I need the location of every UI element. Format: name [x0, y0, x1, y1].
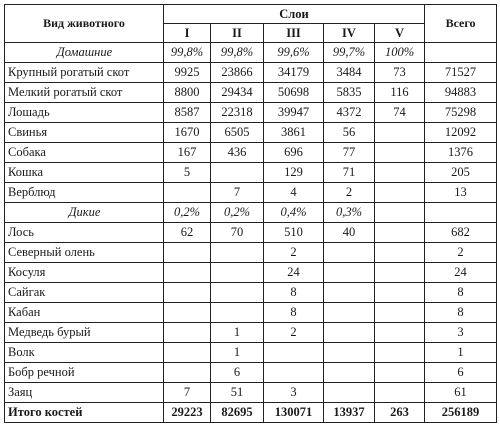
animal-name: Кошка	[5, 163, 164, 183]
layer-1-cell	[164, 243, 211, 263]
layer-4-cell	[324, 363, 375, 383]
layer-3-cell: 129	[264, 163, 324, 183]
layer-5-cell	[375, 343, 425, 363]
layer-1-cell: 7	[164, 383, 211, 403]
table-row	[5, 343, 497, 363]
animal-name: Верблюд	[5, 183, 164, 203]
group-label: Домашние	[5, 43, 164, 63]
layer-3-cell: 3861	[264, 123, 324, 143]
group-row	[5, 43, 497, 63]
animal-name: Северный олень	[5, 243, 164, 263]
layer-1-cell: 62	[164, 223, 211, 243]
bone-count-table-sheet	[4, 4, 496, 440]
layer-3-cell	[264, 363, 324, 383]
layer-5-cell	[375, 163, 425, 183]
layer-5-cell: 74	[375, 103, 425, 123]
layer-5-cell: 100%	[375, 43, 425, 63]
animal-name: Косуля	[5, 263, 164, 283]
layer-5-cell	[375, 183, 425, 203]
layer-2-cell: 7	[211, 183, 264, 203]
layer-1-cell: 167	[164, 143, 211, 163]
total-cell: 2	[425, 243, 497, 263]
layer-1-cell: 1670	[164, 123, 211, 143]
layer-1-cell	[164, 343, 211, 363]
table-row	[5, 83, 497, 103]
layer-4-cell	[324, 303, 375, 323]
table-row	[5, 143, 497, 163]
layer-5-cell	[375, 263, 425, 283]
animal-name: Мелкий рогатый скот	[5, 83, 164, 103]
animal-name: Волк	[5, 343, 164, 363]
layer-2-cell: 51	[211, 383, 264, 403]
total-cell: 13	[425, 183, 497, 203]
table-row	[5, 123, 497, 143]
total-cell: 94883	[425, 83, 497, 103]
layer-5-cell	[375, 203, 425, 223]
layer-2-cell	[211, 303, 264, 323]
table-row	[5, 283, 497, 303]
layer-4-cell: 4372	[324, 103, 375, 123]
layer-2-cell: 6505	[211, 123, 264, 143]
layer-2-cell: 99,8%	[211, 43, 264, 63]
total-cell: 71527	[425, 63, 497, 83]
layer-1-cell	[164, 363, 211, 383]
layer-4-cell	[324, 383, 375, 403]
total-cell: 61	[425, 383, 497, 403]
layer-5-cell	[375, 243, 425, 263]
layer-2-cell: 0,2%	[211, 203, 264, 223]
layer-header-2: II	[211, 24, 264, 43]
layer-3-cell	[264, 343, 324, 363]
layer-1-cell: 8587	[164, 103, 211, 123]
animal-column-header: Вид животного	[5, 5, 164, 43]
table-row	[5, 323, 497, 343]
layer-2-cell	[211, 283, 264, 303]
layer-1-cell	[164, 263, 211, 283]
layer-2-cell	[211, 263, 264, 283]
layer-2-cell: 1	[211, 323, 264, 343]
table-row	[5, 63, 497, 83]
total-cell	[425, 203, 497, 223]
layer-5-cell	[375, 283, 425, 303]
animal-name: Бобр речной	[5, 363, 164, 383]
animal-name: Собака	[5, 143, 164, 163]
group-row	[5, 203, 497, 223]
animal-bones-table	[4, 4, 497, 423]
total-cell: 24	[425, 263, 497, 283]
layer-4-cell: 3484	[324, 63, 375, 83]
total-cell: 8	[425, 303, 497, 323]
table-body	[5, 43, 497, 423]
layer-1-cell	[164, 183, 211, 203]
total-cell: 8	[425, 283, 497, 303]
total-column-header: Всего	[425, 5, 497, 43]
layer-4-cell: 77	[324, 143, 375, 163]
table-row	[5, 183, 497, 203]
layer-3-cell: 8	[264, 283, 324, 303]
layer-2-cell: 436	[211, 143, 264, 163]
layer-2-cell: 29434	[211, 83, 264, 103]
table-row	[5, 223, 497, 243]
layer-header-3: III	[264, 24, 324, 43]
layer-2-cell: 82695	[211, 403, 264, 423]
layer-3-cell: 4	[264, 183, 324, 203]
layer-1-cell	[164, 283, 211, 303]
table-row	[5, 103, 497, 123]
layer-5-cell: 73	[375, 63, 425, 83]
layer-4-cell	[324, 243, 375, 263]
animal-name: Заяц	[5, 383, 164, 403]
layer-4-cell	[324, 263, 375, 283]
total-cell: 1	[425, 343, 497, 363]
total-cell: 3	[425, 323, 497, 343]
total-cell	[425, 43, 497, 63]
table-row	[5, 363, 497, 383]
layer-5-cell	[375, 303, 425, 323]
layer-4-cell: 56	[324, 123, 375, 143]
animal-name: Кабан	[5, 303, 164, 323]
total-cell: 1376	[425, 143, 497, 163]
layer-4-cell: 5835	[324, 83, 375, 103]
layer-3-cell: 0,4%	[264, 203, 324, 223]
layer-3-cell: 39947	[264, 103, 324, 123]
total-label: Итого костей	[5, 403, 164, 423]
layer-4-cell: 2	[324, 183, 375, 203]
table-row	[5, 243, 497, 263]
layer-5-cell	[375, 383, 425, 403]
layer-5-cell	[375, 323, 425, 343]
layer-header-4: IV	[324, 24, 375, 43]
animal-name: Сайгак	[5, 283, 164, 303]
layer-1-cell: 29223	[164, 403, 211, 423]
layer-4-cell: 99,7%	[324, 43, 375, 63]
total-cell: 6	[425, 363, 497, 383]
layer-5-cell	[375, 223, 425, 243]
layer-3-cell: 24	[264, 263, 324, 283]
total-row	[5, 403, 497, 423]
layer-2-cell	[211, 163, 264, 183]
layer-4-cell: 0,3%	[324, 203, 375, 223]
layer-4-cell	[324, 283, 375, 303]
table-row	[5, 383, 497, 403]
table-row	[5, 263, 497, 283]
total-cell: 205	[425, 163, 497, 183]
animal-name: Медведь бурый	[5, 323, 164, 343]
layer-4-cell: 71	[324, 163, 375, 183]
layer-1-cell: 99,8%	[164, 43, 211, 63]
total-cell: 12092	[425, 123, 497, 143]
total-cell: 75298	[425, 103, 497, 123]
layer-3-cell: 2	[264, 323, 324, 343]
layer-2-cell: 1	[211, 343, 264, 363]
layer-5-cell: 116	[375, 83, 425, 103]
layer-5-cell	[375, 123, 425, 143]
layer-4-cell	[324, 343, 375, 363]
layer-3-cell: 8	[264, 303, 324, 323]
layer-1-cell: 9925	[164, 63, 211, 83]
layer-3-cell: 696	[264, 143, 324, 163]
group-label: Дикие	[5, 203, 164, 223]
layer-header-5: V	[375, 24, 425, 43]
layer-4-cell: 13937	[324, 403, 375, 423]
layer-4-cell: 40	[324, 223, 375, 243]
layer-header-1: I	[164, 24, 211, 43]
layer-1-cell: 5	[164, 163, 211, 183]
total-cell: 256189	[425, 403, 497, 423]
layer-3-cell: 130071	[264, 403, 324, 423]
layer-3-cell: 2	[264, 243, 324, 263]
layer-1-cell: 8800	[164, 83, 211, 103]
layer-2-cell	[211, 243, 264, 263]
animal-name: Свинья	[5, 123, 164, 143]
layer-5-cell	[375, 363, 425, 383]
layer-1-cell	[164, 323, 211, 343]
layer-2-cell: 22318	[211, 103, 264, 123]
layer-3-cell: 34179	[264, 63, 324, 83]
table-header	[5, 5, 497, 43]
animal-name: Крупный рогатый скот	[5, 63, 164, 83]
animal-name: Лось	[5, 223, 164, 243]
animal-name: Лошадь	[5, 103, 164, 123]
header-row-top	[5, 5, 497, 24]
total-cell: 682	[425, 223, 497, 243]
layer-3-cell: 50698	[264, 83, 324, 103]
layer-5-cell: 263	[375, 403, 425, 423]
layer-2-cell: 6	[211, 363, 264, 383]
layer-1-cell	[164, 303, 211, 323]
layer-3-cell: 99,6%	[264, 43, 324, 63]
layer-4-cell	[324, 323, 375, 343]
layer-2-cell: 23866	[211, 63, 264, 83]
layer-2-cell: 70	[211, 223, 264, 243]
layer-3-cell: 510	[264, 223, 324, 243]
layer-3-cell: 3	[264, 383, 324, 403]
table-row	[5, 303, 497, 323]
layer-5-cell	[375, 143, 425, 163]
layers-column-header: Слои	[164, 5, 425, 24]
layer-1-cell: 0,2%	[164, 203, 211, 223]
table-row	[5, 163, 497, 183]
